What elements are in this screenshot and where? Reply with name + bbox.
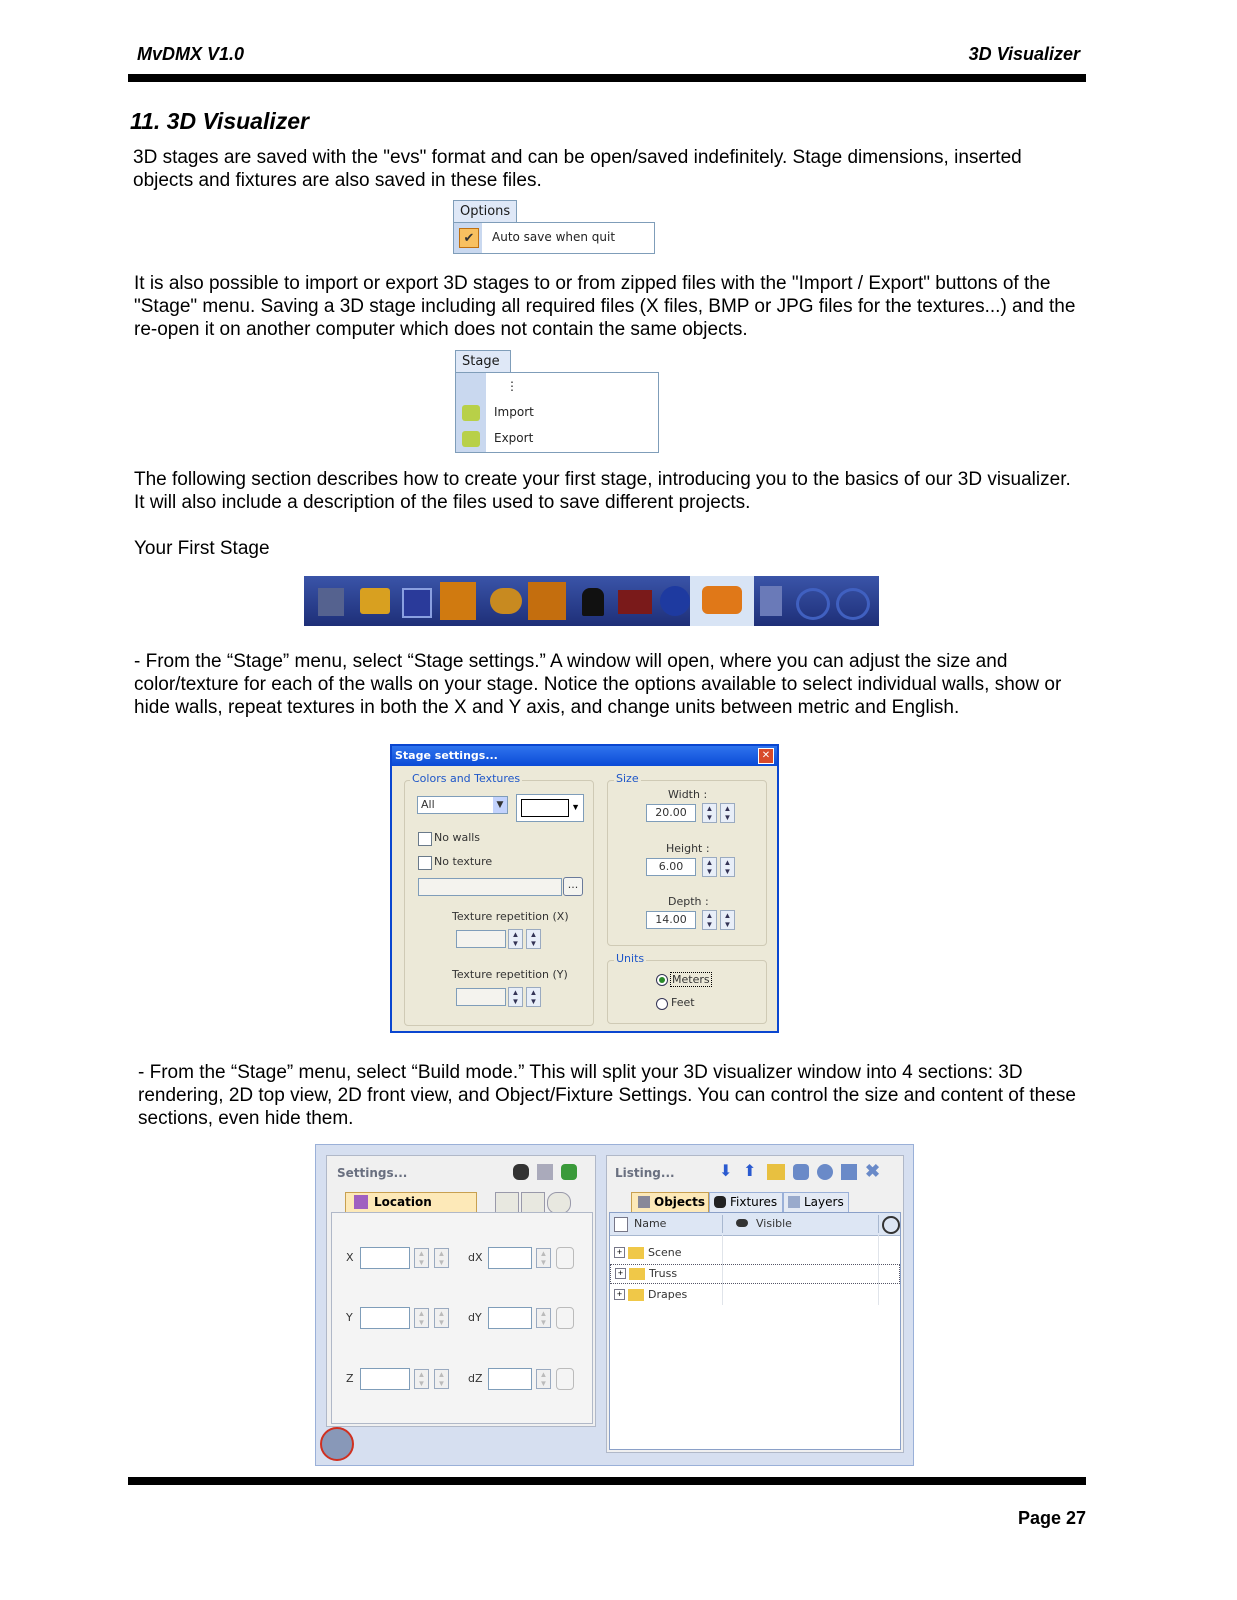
dz-reset-icon[interactable] [556, 1368, 574, 1390]
settings-panel [326, 1155, 596, 1427]
crosshair-icon[interactable] [882, 1216, 900, 1234]
tex-x-spinner[interactable]: ▲ ▼ [508, 929, 523, 949]
box-icon[interactable] [841, 1164, 857, 1180]
paragraph-5: - From the “Stage” menu, select “Stage settings.” A window will open, where you can adjust the size and color/texture for each of the walls on your stage. Notice the options available to select individual walls, show or hide walls, repeat textures in both the X and Y axis, and change units between metric and English. [134, 651, 1062, 718]
menu-separator: ⋮ [506, 379, 518, 393]
x-spinner[interactable]: ▲ ▼ [414, 1248, 429, 1268]
z-spinner[interactable]: ▲ ▼ [414, 1369, 429, 1389]
listing-panel [606, 1155, 904, 1453]
tab-fixtures[interactable] [709, 1192, 783, 1213]
auto-save-item[interactable]: Auto save when quit [492, 230, 616, 244]
export-icon [462, 431, 480, 447]
height-spinner-fine[interactable]: ▲ ▼ [720, 857, 735, 877]
dialog-titlebar [392, 746, 777, 766]
y-spinner-fine[interactable]: ▲ ▼ [434, 1308, 449, 1328]
col-name[interactable]: Name [634, 1217, 667, 1230]
paint-icon[interactable] [490, 588, 522, 614]
meters-label: Meters [672, 973, 710, 986]
save-icon[interactable] [402, 588, 432, 618]
texture-icon[interactable] [528, 582, 566, 620]
new-icon[interactable] [318, 588, 344, 616]
chevron-down-icon[interactable]: ▼ [493, 797, 507, 813]
export-item[interactable]: Export [494, 431, 534, 445]
list-item[interactable] [610, 1264, 900, 1284]
feet-radio[interactable] [656, 998, 668, 1010]
dz-label: dZ [468, 1372, 483, 1385]
settings-title: Settings... [337, 1166, 408, 1180]
objects-tab-label: Objects [654, 1195, 706, 1209]
object-icon[interactable] [582, 588, 604, 616]
dx-spinner[interactable]: ▲ ▼ [536, 1248, 551, 1268]
z-label: Z [346, 1372, 354, 1385]
width-spinner[interactable]: ▲ ▼ [702, 803, 717, 823]
no-texture-label: No texture [434, 855, 493, 868]
feet-label: Feet [671, 996, 695, 1009]
x-input[interactable] [360, 1247, 410, 1269]
dy-label: dY [468, 1311, 482, 1324]
list-icon [614, 1217, 628, 1232]
color-picker[interactable] [516, 794, 584, 822]
eye-icon [736, 1219, 748, 1227]
delete-icon[interactable]: ✖ [865, 1161, 881, 1181]
wall-select[interactable] [417, 796, 508, 814]
colors-group-title: Colors and Textures [412, 772, 521, 785]
wall-select-value: All [421, 798, 435, 811]
section-title: 11. 3D Visualizer [130, 108, 309, 134]
paragraph-2: It is also possible to import or export 3D stages to or from zipped files with the "Import / Export" buttons of the "Stage" menu. Saving a 3D stage including all required files (X files, BMP or JPG files for the textures...) and the re-open it on another computer which does not contain the same objects. [134, 273, 1076, 340]
texture-path-field[interactable] [418, 878, 562, 896]
redo-icon[interactable] [836, 588, 870, 620]
stage-settings-dialog [390, 744, 779, 1033]
tex-y-spinner-fine[interactable]: ▲ ▼ [526, 987, 541, 1007]
import-icon [462, 405, 480, 421]
folder-icon [628, 1247, 644, 1259]
ruler-icon[interactable] [495, 1192, 519, 1214]
z-input[interactable] [360, 1368, 410, 1390]
folder-icon [629, 1268, 645, 1280]
y-input[interactable] [360, 1307, 410, 1329]
dx-label: dX [468, 1251, 483, 1264]
meters-radio[interactable] [656, 974, 668, 986]
open-icon[interactable] [360, 588, 390, 614]
build-icon [702, 586, 742, 614]
tex-y-label: Texture repetition (Y) [452, 968, 568, 981]
height-label: Height : [666, 842, 710, 855]
stage-menu-panel [455, 372, 659, 453]
dx-input[interactable] [488, 1247, 532, 1269]
stage-menu-tab[interactable]: Stage [455, 350, 511, 373]
depth-input[interactable]: 14.00 [646, 911, 696, 929]
rotate-icon[interactable] [547, 1192, 571, 1214]
dy-reset-icon[interactable] [556, 1307, 574, 1329]
options-menu-panel [453, 222, 655, 254]
link-icon[interactable] [817, 1164, 833, 1180]
height-spinner[interactable]: ▲ ▼ [702, 857, 717, 877]
header-rule [128, 74, 1086, 82]
dx-reset-icon[interactable] [556, 1247, 574, 1269]
tab-objects[interactable] [631, 1192, 709, 1213]
list-item-label: Drapes [648, 1288, 688, 1301]
no-walls-label: No walls [434, 831, 481, 844]
z-spinner-fine[interactable]: ▲ ▼ [434, 1369, 449, 1389]
arrow-up-icon[interactable]: ⬆ [743, 1163, 757, 1180]
dz-input[interactable] [488, 1368, 532, 1390]
col-visible[interactable]: Visible [756, 1217, 792, 1230]
browse-button[interactable]: ... [563, 877, 583, 896]
cube-icon[interactable] [537, 1164, 553, 1180]
no-walls-checkbox[interactable] [418, 832, 432, 846]
build-mode-figure [315, 1144, 914, 1466]
tex-x-label: Texture repetition (X) [452, 910, 569, 923]
layers-icon [788, 1196, 800, 1208]
page-number: Page 27 [1017, 1508, 1086, 1528]
header-left: MvDMX V1.0 [137, 44, 245, 64]
tex-y-input[interactable] [456, 988, 506, 1006]
tex-x-input[interactable] [456, 930, 506, 948]
x-spinner-fine[interactable]: ▲ ▼ [434, 1248, 449, 1268]
location-content [331, 1212, 593, 1424]
axes-icon [354, 1195, 368, 1209]
size-group-title: Size [616, 772, 639, 785]
layers-tab-label: Layers [804, 1195, 844, 1209]
truss-icon[interactable] [618, 590, 652, 614]
build-button-highlight[interactable] [690, 576, 754, 626]
paragraph-6: - From the “Stage” menu, select “Build mode.” This will split your 3D visualizer window into 4 sections: 3D rendering, 2D top view, 2D front view, and Object/Fixture Settings. You can control the size and content of these sections, even hide them. [138, 1062, 1076, 1129]
y-label: Y [346, 1311, 353, 1324]
new-folder-icon[interactable] [767, 1164, 785, 1180]
stage-toolbar [304, 576, 879, 626]
gear-icon[interactable] [793, 1164, 809, 1180]
width-spinner-fine[interactable]: ▲ ▼ [720, 803, 735, 823]
list-item-label: Scene [648, 1246, 682, 1259]
stage-icon[interactable] [760, 586, 782, 616]
tools-icon[interactable] [521, 1192, 545, 1214]
color-swatch [521, 799, 569, 817]
options-menu-tab[interactable]: Options [453, 200, 517, 223]
tex-x-spinner-fine[interactable]: ▲ ▼ [526, 929, 541, 949]
fixture-icon [714, 1196, 726, 1208]
width-label: Width : [668, 788, 708, 801]
group-icon[interactable] [561, 1164, 577, 1180]
list-item-label: Truss [649, 1267, 678, 1280]
header-right: 3D Visualizer [968, 44, 1080, 64]
y-spinner[interactable]: ▲ ▼ [414, 1308, 429, 1328]
close-icon[interactable]: ✕ [758, 748, 774, 764]
dropdown-arrow-icon: ▼ [571, 802, 580, 812]
width-input[interactable]: 20.00 [646, 804, 696, 822]
dz-spinner[interactable]: ▲ ▼ [536, 1369, 551, 1389]
expand-icon[interactable]: + [615, 1268, 626, 1279]
location-tab-label: Location [374, 1195, 432, 1209]
expand-icon[interactable]: + [614, 1247, 625, 1258]
sphere-icon[interactable] [660, 586, 690, 616]
undo-icon[interactable] [796, 588, 830, 620]
cube-icon [638, 1196, 650, 1208]
dy-spinner[interactable]: ▲ ▼ [536, 1308, 551, 1328]
depth-spinner[interactable]: ▲ ▼ [702, 910, 717, 930]
expand-icon[interactable]: + [614, 1289, 625, 1300]
fixture-icon[interactable] [513, 1164, 529, 1180]
units-group-title: Units [616, 952, 645, 965]
tab-location[interactable] [345, 1192, 477, 1213]
list-item[interactable] [610, 1243, 900, 1263]
fixtures-tab-label: Fixtures [730, 1195, 778, 1209]
tab-layers[interactable] [783, 1192, 849, 1213]
dy-input[interactable] [488, 1307, 532, 1329]
arrow-down-icon[interactable]: ⬇ [719, 1163, 733, 1180]
depth-spinner-fine[interactable]: ▲ ▼ [720, 910, 735, 930]
dialog-title: Stage settings... [395, 749, 498, 762]
stage-menu-figure [455, 350, 659, 453]
footer-rule [128, 1477, 1086, 1485]
no-texture-checkbox[interactable] [418, 856, 432, 870]
list-header [610, 1213, 900, 1236]
paragraph-1: 3D stages are saved with the "evs" format and can be open/saved indefinitely. Stage dimensions, inserted objects and fixtures are also saved in these files. [133, 147, 1022, 191]
options-menu-figure [453, 200, 655, 254]
x-label: X [346, 1251, 354, 1264]
folder-icon [628, 1289, 644, 1301]
height-input[interactable]: 6.00 [646, 858, 696, 876]
paragraph-3: The following section describes how to create your first stage, introducing you to the basics of our 3D visualizer. It will also include a description of the files used to save different projects. [134, 469, 1071, 513]
tex-y-spinner[interactable]: ▲ ▼ [508, 987, 523, 1007]
checkmark-icon: ✔ [459, 228, 479, 248]
your-first-stage: Your First Stage [134, 538, 270, 559]
object-list [609, 1212, 901, 1450]
pen-icon[interactable] [440, 582, 476, 620]
listing-title: Listing... [615, 1166, 675, 1180]
depth-label: Depth : [668, 895, 709, 908]
import-item[interactable]: Import [494, 405, 534, 419]
units-group [607, 960, 767, 1024]
list-item[interactable] [610, 1285, 900, 1305]
wrench-icon[interactable] [320, 1427, 354, 1461]
